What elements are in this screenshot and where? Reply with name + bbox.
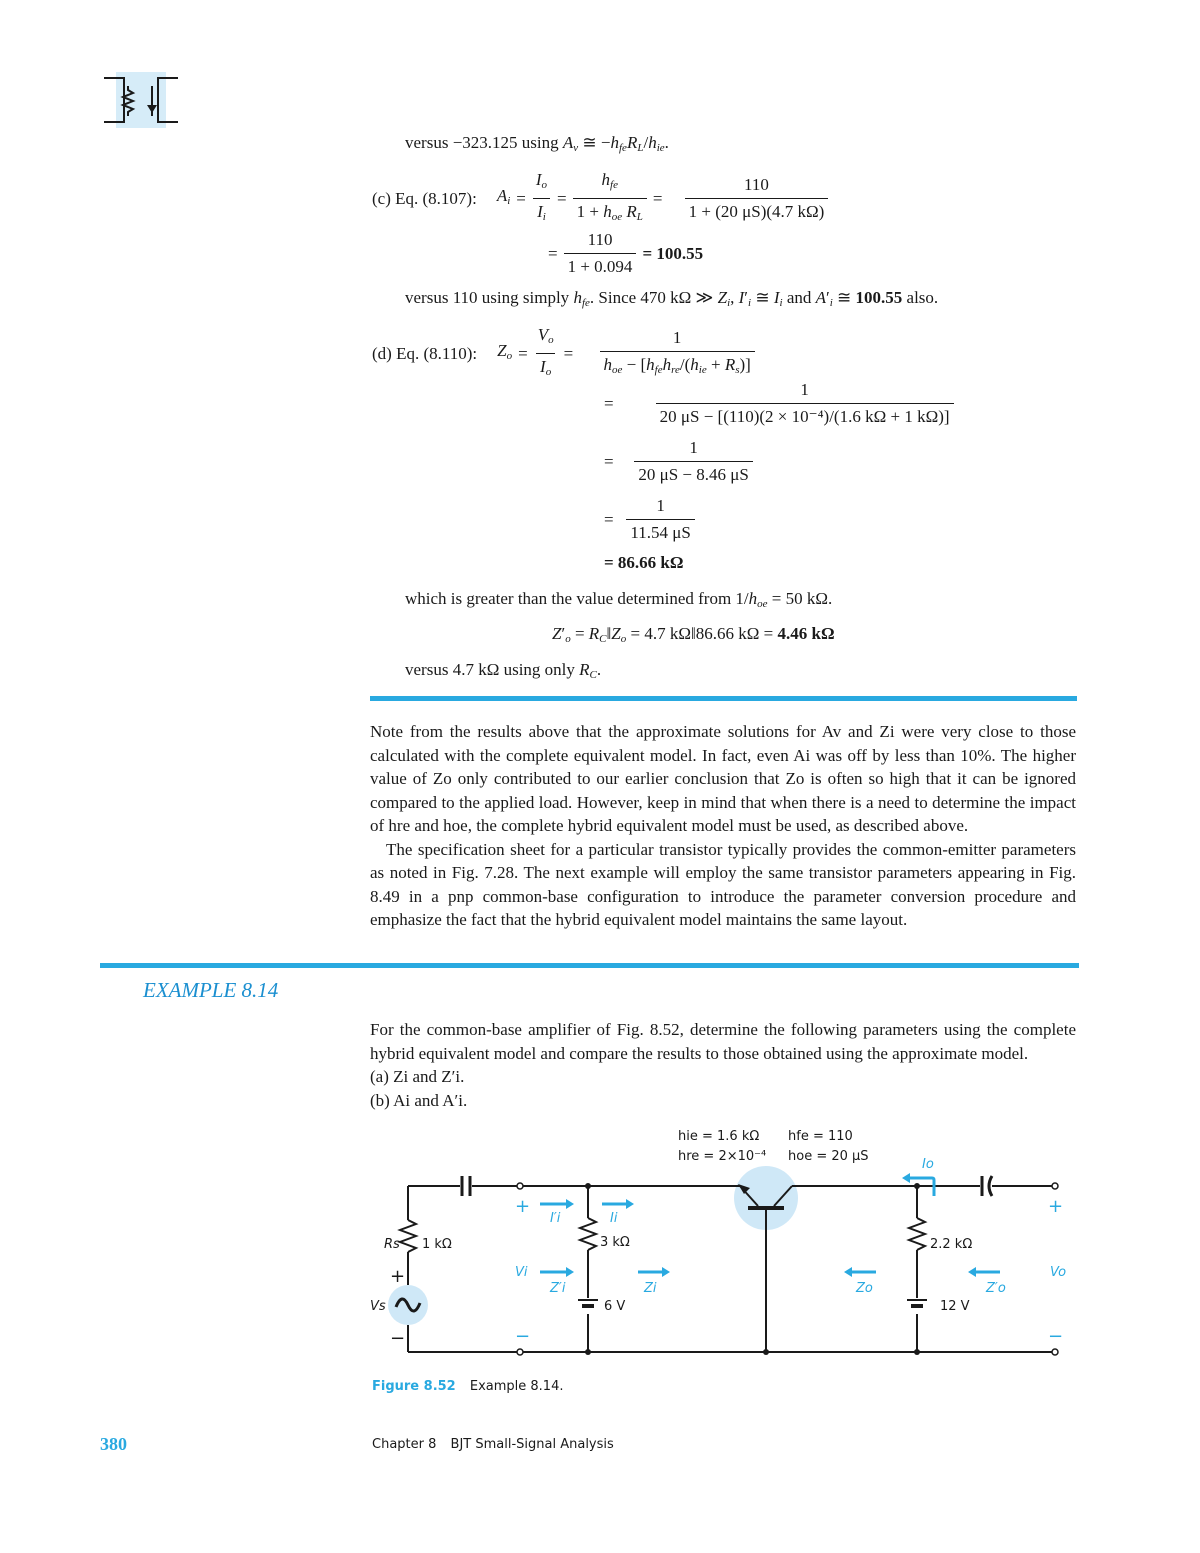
vi-label: Vi bbox=[515, 1265, 528, 1280]
eq-110-line: (d) Eq. (8.110): $Z_o$ = $\frac{V_o}{I_o}$ = $\frac{1}{h_{oe} - [h_{fe}h_{re}/(h_{ie} + R_s)]}$ bbox=[372, 323, 775, 384]
hfe-label: hfe = 110 bbox=[788, 1129, 853, 1144]
source-minus: − bbox=[390, 1328, 406, 1349]
example-item-b: (b) Ai and A′i. bbox=[370, 1090, 468, 1110]
resistor-current-source-icon bbox=[100, 72, 182, 128]
eq-label-d: (d) Eq. (8.110): bbox=[372, 343, 478, 363]
hie-label: hie = 1.6 kΩ bbox=[678, 1129, 760, 1144]
note-paragraph-2: The specification sheet for a particular transistor typically provides the common-emitter parameters as noted in Fig. 7.28. The next example will employ the same transistor parameters appearing in Fig. 8.49 in a pnp common-base configuration to introduce the parameter conversion procedure and emphasize the fact that the hybrid equivalent model maintains the same layout. bbox=[370, 839, 1076, 929]
ii-prime-label: I′i bbox=[550, 1211, 561, 1226]
rs-label: Rs bbox=[384, 1237, 400, 1252]
io-label: Io bbox=[922, 1157, 934, 1172]
rc-value: 2.2 kΩ bbox=[930, 1237, 973, 1252]
zi-prime-label: Z′i bbox=[550, 1281, 566, 1296]
example-item-a: (a) Zi and Z′i. bbox=[370, 1067, 465, 1086]
figure-text: Example 8.14. bbox=[469, 1379, 564, 1394]
versus-line-c: versus −323.125 using $A_v$ ≅ $-h_{fe}R_L/h_{ie}$. bbox=[405, 133, 669, 154]
page-number: 380 bbox=[100, 1434, 127, 1454]
running-footer: Chapter 8 BJT Small-Signal Analysis bbox=[372, 1437, 614, 1452]
vs-label: Vs bbox=[370, 1299, 386, 1314]
section-rule-top bbox=[370, 696, 1077, 701]
eq-label-c: (c) Eq. (8.107): bbox=[372, 188, 477, 208]
vi-plus: + bbox=[515, 1196, 531, 1217]
vo-minus: − bbox=[1048, 1326, 1064, 1347]
vee-label: 6 V bbox=[604, 1299, 626, 1314]
figure-label: Figure 8.52 bbox=[372, 1379, 456, 1394]
note-text bbox=[370, 720, 1076, 932]
vo-label: Vo bbox=[1050, 1265, 1067, 1280]
zo-prime-line: $Z'_o$ = $R_C‖Z_o = 4.7$ kΩ‖86.66 kΩ = 4.46 kΩ bbox=[552, 624, 835, 645]
versus-line-d: versus 4.7 kΩ using only $R_C$. bbox=[405, 660, 602, 681]
eq-107-line: (c) Eq. (8.107): $A_i$ = $\frac{I_o}{I_i}$ = $\frac{h_{fe}}{1 + h_{oe} R_L}$ = $\frac{110}{1 + (20 \mu S)(4.7 k\Omega)}$ bbox=[372, 168, 844, 229]
ai-result: = 100.55 bbox=[642, 243, 704, 263]
note-paragraph-1: Note from the results above that the approximate solutions for Av and Zi were very close to those calculated with the complete equivalent model. In fact, even Ai was off by less than 10%. The higher value of Zo only contributed to our earlier conclusion that Zo is often so high that it can be ignored compared to the applied load. However, keep in mind that when there is a need to determine the impact of hre and hoe, the complete hybrid equivalent model must be used, as described above. bbox=[370, 722, 1076, 835]
eq-110-step2: = $\frac{1}{\text{20 μS − [(110)(2 × 10⁻⁴)/(1.6 kΩ + 1 kΩ)]}}$ bbox=[604, 378, 990, 429]
vcc-label: 12 V bbox=[940, 1299, 970, 1314]
zo-result: = 86.66 kΩ bbox=[604, 553, 684, 572]
source-plus: + bbox=[390, 1266, 406, 1287]
re-value: 3 kΩ bbox=[600, 1235, 630, 1250]
figure-caption bbox=[372, 1379, 563, 1394]
example-text bbox=[370, 1018, 1076, 1112]
vi-minus: − bbox=[515, 1326, 531, 1347]
example-intro: For the common-base amplifier of Fig. 8.52, determine the following parameters using the complete hybrid equivalent model and compare the results to those obtained using the approximate model. bbox=[370, 1020, 1076, 1063]
zo-label: Zo bbox=[856, 1281, 873, 1296]
which-line: which is greater than the value determined from $1/h_{oe} = 50$ kΩ. bbox=[405, 589, 833, 610]
rs-value: 1 kΩ bbox=[422, 1237, 452, 1252]
hoe-label: hoe = 20 μS bbox=[788, 1149, 869, 1164]
eq-107-step2: = $\frac{110}{1 + 0.094}$ = 100.55 bbox=[548, 228, 703, 279]
zo-prime-label: Z′o bbox=[986, 1281, 1006, 1296]
ii-label: Ii bbox=[610, 1211, 618, 1226]
circuit-diagram bbox=[360, 1120, 1080, 1370]
hre-label: hre = 2×10⁻⁴ bbox=[678, 1149, 767, 1164]
eq-110-step4: = $\frac{1}{11.54 \mu S}$ bbox=[604, 494, 702, 545]
versus-line-c2: versus 110 using simply $h_{fe}$. Since 470 kΩ ≫ $Z_i$, $I'_i$ ≅ $I_i$ and $A'_i$ ≅ 100.55 also. bbox=[405, 288, 939, 309]
eq-110-step3: = $\frac{1}{20 \mu S - 8.46 \mu S}$ bbox=[604, 436, 768, 487]
example-rule bbox=[100, 963, 1079, 968]
zi-label: Zi bbox=[644, 1281, 657, 1296]
example-heading: EXAMPLE 8.14 bbox=[143, 978, 279, 1002]
vo-plus: + bbox=[1048, 1196, 1064, 1217]
